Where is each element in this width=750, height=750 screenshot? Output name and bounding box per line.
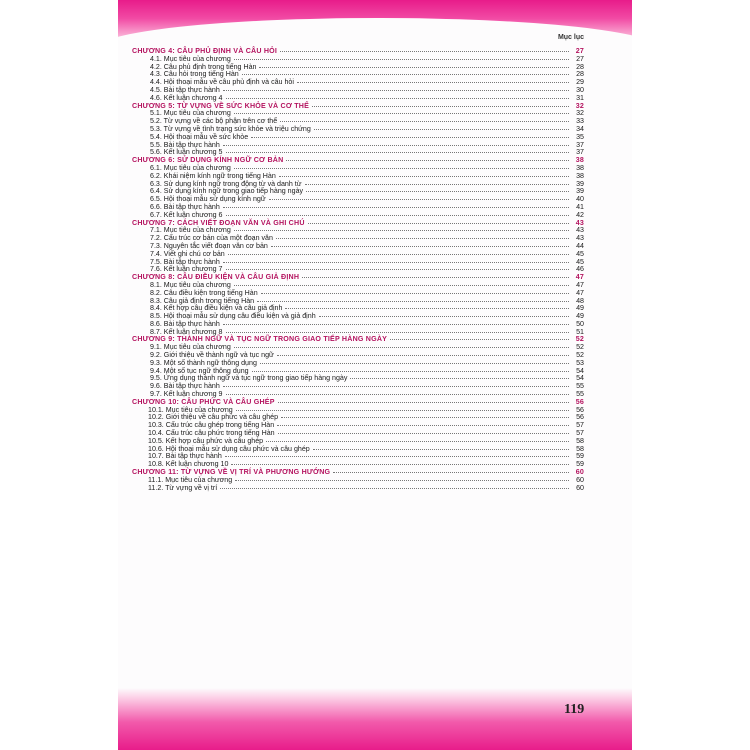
toc-entry-title: 8.3. Câu giả định trong tiếng Hàn [150, 296, 255, 305]
toc-entry-title: 10.4. Cấu trúc câu phức trong tiếng Hàn [148, 429, 275, 438]
toc-entry-page: 41 [576, 202, 584, 211]
toc-entry-page: 33 [576, 117, 584, 126]
toc-entry-title: 6.2. Khái niệm kính ngữ trong tiếng Hàn [150, 171, 276, 180]
toc-entry-title: 7.6. Kết luận chương 7 [150, 265, 223, 274]
dot-leader [226, 152, 569, 153]
toc-entry-title: 9.6. Bài tập thực hành [150, 382, 220, 391]
dot-leader [236, 410, 569, 411]
toc-entry-title: 10.2. Giới thiệu về câu phức và câu ghép [148, 413, 279, 422]
dot-leader [280, 121, 569, 122]
toc-entry-page: 30 [576, 85, 584, 94]
dot-leader [228, 254, 569, 255]
toc-entry-page: 29 [576, 78, 584, 87]
toc-entry-title: 9.2. Giới thiệu về thành ngữ và tục ngữ [150, 351, 274, 360]
toc-entry-page: 32 [576, 109, 584, 118]
dot-leader [286, 160, 569, 161]
toc-entry-page: 55 [576, 390, 584, 399]
toc-entry-page: 51 [576, 327, 584, 336]
dot-leader [279, 176, 569, 177]
dot-leader [235, 480, 569, 481]
book-page [118, 0, 632, 750]
toc-entry-title: 9.5. Ứng dụng thành ngữ và tục ngữ trong giao tiếp hàng ngày [150, 374, 348, 383]
toc-entry-page: 52 [575, 335, 584, 344]
bottom-pink-band [118, 688, 632, 750]
toc-entry-title: 9.3. Một số thành ngữ thông dụng [150, 358, 257, 367]
dot-leader [278, 402, 569, 403]
toc-entry-title: 7.4. Viết ghi chú cơ bản [150, 249, 225, 258]
toc-entry-page: 35 [576, 132, 584, 141]
toc-entry-title: 8.4. Kết hợp câu điều kiện và câu giả định [150, 304, 283, 313]
toc-entry-title: 11.2. Từ vựng về vị trí [148, 483, 218, 492]
toc-entry-page: 50 [576, 319, 584, 328]
dot-leader [276, 238, 569, 239]
toc-entry-title: 7.5. Bài tập thực hành [150, 257, 220, 266]
dot-leader [242, 74, 569, 75]
toc-entry-page: 38 [576, 163, 584, 172]
toc-entry-page: 47 [576, 288, 584, 297]
toc-entry-title: CHƯƠNG 9: THÀNH NGỮ VÀ TỤC NGỮ TRONG GIAO TIẾP HÀNG NGÀY [132, 335, 388, 344]
dot-leader [305, 184, 569, 185]
toc-entry-title: 5.5. Bài tập thực hành [150, 140, 220, 149]
dot-leader [350, 378, 569, 379]
toc-entry-title: 4.1. Mục tiêu của chương [150, 54, 231, 63]
toc-entry-page: 58 [576, 436, 584, 445]
toc-entry-page: 59 [576, 460, 584, 469]
toc-entry-page: 34 [576, 124, 584, 133]
dot-leader [226, 394, 569, 395]
dot-leader [252, 371, 569, 372]
toc-entry-title: 10.3. Cấu trúc câu ghép trong tiếng Hàn [148, 421, 275, 430]
toc-entry-page: 38 [576, 171, 584, 180]
running-header: Mục lục [557, 34, 584, 41]
toc-entry-page: 49 [576, 304, 584, 313]
toc-entry-page: 43 [576, 226, 584, 235]
dot-leader [314, 129, 569, 130]
toc-entry-page: 31 [576, 93, 584, 102]
toc-entry-title: 8.5. Hội thoại mẫu sử dụng câu điều kiện và giả định [150, 312, 316, 321]
toc-entry-page: 60 [576, 475, 584, 484]
toc-entry-title: CHƯƠNG 6: SỬ DỤNG KÍNH NGỮ CƠ BẢN [132, 156, 284, 165]
toc-entry-page: 56 [576, 413, 584, 422]
toc-entry-page: 39 [576, 187, 584, 196]
toc-entry-page: 37 [576, 148, 584, 157]
dot-leader [259, 67, 569, 68]
dot-leader [234, 285, 569, 286]
toc-entry-title: CHƯƠNG 10: CÂU PHỨC VÀ CÂU GHÉP [132, 397, 275, 406]
toc-entry-title: CHƯƠNG 11: TỪ VỰNG VỀ VỊ TRÍ VÀ PHƯƠNG HƯỚNG [132, 468, 331, 477]
dot-leader [312, 106, 569, 107]
toc-entry-page: 58 [576, 444, 584, 453]
dot-leader [390, 339, 569, 340]
toc-entry-title: 9.4. Một số tục ngữ thông dụng [150, 366, 249, 375]
dot-leader [234, 59, 569, 60]
toc-entry-title: 10.8. Kết luận chương 10 [148, 460, 229, 469]
toc-entry-page: 56 [575, 397, 584, 406]
dot-leader [285, 308, 569, 309]
dot-leader [234, 113, 569, 114]
toc-entry-page: 32 [575, 101, 584, 110]
dot-leader [306, 191, 569, 192]
toc-entry-title: 8.7. Kết luận chương 8 [150, 327, 223, 336]
dot-leader [223, 145, 569, 146]
toc-entry-title: CHƯƠNG 8: CÂU ĐIỀU KIỆN VÀ CÂU GIẢ ĐỊNH [132, 273, 300, 282]
dot-leader [251, 137, 569, 138]
dot-leader [234, 230, 569, 231]
toc-entry-title: 9.1. Mục tiêu của chương [150, 343, 231, 352]
toc-entry-title: 6.3. Sử dụng kính ngữ trong động từ và danh từ [150, 179, 302, 188]
dot-leader [223, 386, 569, 387]
dot-leader [225, 456, 569, 457]
dot-leader [226, 215, 569, 216]
dot-leader [313, 449, 569, 450]
toc-entry-title: 10.5. Kết hợp câu phức và câu ghép [148, 436, 264, 445]
toc-entry-page: 44 [576, 241, 584, 250]
toc-entry-title: 5.4. Hội thoại mẫu về sức khỏe [150, 132, 249, 141]
dot-leader [277, 355, 569, 356]
toc-entry-title: 8.2. Câu điều kiện trong tiếng Hàn [150, 288, 258, 297]
toc-entry-title: 5.1. Mục tiêu của chương [150, 109, 231, 118]
toc-entry-title: 4.6. Kết luận chương 4 [150, 93, 223, 102]
table-of-contents [132, 48, 584, 492]
dot-leader [226, 269, 569, 270]
toc-entry-page: 38 [575, 156, 584, 165]
toc-section-row [132, 485, 584, 493]
dot-leader [257, 301, 569, 302]
toc-entry-page: 43 [576, 234, 584, 243]
toc-entry-page: 39 [576, 179, 584, 188]
toc-entry-title: 7.3. Nguyên tắc viết đoạn văn cơ bản [150, 241, 268, 250]
dot-leader [220, 488, 569, 489]
toc-entry-page: 28 [576, 62, 584, 71]
toc-entry-page: 47 [575, 273, 584, 282]
dot-leader [231, 464, 569, 465]
toc-entry-title: 4.3. Câu hỏi trong tiếng Hàn [150, 70, 239, 79]
toc-entry-page: 52 [576, 351, 584, 360]
toc-entry-page: 60 [575, 468, 584, 477]
toc-entry-page: 47 [576, 280, 584, 289]
dot-leader [297, 82, 569, 83]
toc-entry-title: 8.6. Bài tập thực hành [150, 319, 220, 328]
toc-entry-title: 8.1. Mục tiêu của chương [150, 280, 231, 289]
toc-entry-page: 55 [576, 382, 584, 391]
toc-entry-page: 54 [576, 366, 584, 375]
dot-leader [223, 262, 569, 263]
toc-entry-page: 59 [576, 452, 584, 461]
toc-entry-page: 40 [576, 195, 584, 204]
dot-leader [333, 472, 569, 473]
dot-leader [266, 441, 569, 442]
dot-leader [223, 90, 569, 91]
toc-entry-page: 45 [576, 249, 584, 258]
toc-entry-title: 6.7. Kết luận chương 6 [150, 210, 223, 219]
dot-leader [281, 417, 569, 418]
toc-entry-title: 10.1. Mục tiêu của chương [148, 405, 233, 414]
dot-leader [277, 425, 569, 426]
dot-leader [223, 207, 569, 208]
dot-leader [308, 223, 569, 224]
toc-entry-title: CHƯƠNG 4: CÂU PHỦ ĐỊNH VÀ CÂU HỎI [132, 47, 278, 55]
toc-entry-title: 4.4. Hội thoại mẫu về câu phủ định và câu hỏi [150, 78, 294, 87]
toc-entry-title: 4.2. Câu phủ định trong tiếng Hàn [150, 62, 257, 71]
dot-leader [226, 98, 569, 99]
toc-entry-page: 28 [576, 70, 584, 79]
dot-leader [278, 433, 569, 434]
toc-entry-title: 5.6. Kết luận chương 5 [150, 148, 223, 157]
toc-entry-title: 7.1. Mục tiêu của chương [150, 226, 231, 235]
dot-leader [271, 246, 569, 247]
toc-entry-page: 54 [576, 374, 584, 383]
toc-entry-page: 48 [576, 296, 584, 305]
dot-leader [319, 316, 569, 317]
toc-entry-page: 57 [576, 421, 584, 430]
toc-entry-page: 46 [576, 265, 584, 274]
dot-leader [260, 363, 569, 364]
dot-leader [302, 277, 569, 278]
toc-entry-page: 52 [576, 343, 584, 352]
dot-leader [261, 293, 569, 294]
toc-entry-title: 10.6. Hội thoại mẫu sử dụng câu phức và câu ghép [148, 444, 310, 453]
toc-entry-page: 57 [576, 429, 584, 438]
toc-entry-title: 11.1. Mục tiêu của chương [148, 475, 233, 484]
toc-entry-title: 9.7. Kết luận chương 9 [150, 390, 223, 399]
toc-entry-page: 53 [576, 358, 584, 367]
toc-entry-title: 6.4. Sử dụng kính ngữ trong giao tiếp hàng ngày [150, 187, 304, 196]
toc-entry-title: 6.5. Hội thoại mẫu sử dụng kính ngữ [150, 195, 266, 204]
toc-entry-page: 60 [576, 483, 584, 492]
dot-leader [234, 168, 569, 169]
toc-entry-page: 27 [575, 47, 584, 55]
toc-entry-page: 49 [576, 312, 584, 321]
toc-entry-title: 7.2. Cấu trúc cơ bản của một đoạn văn [150, 234, 273, 243]
dot-leader [280, 51, 569, 52]
toc-entry-page: 43 [575, 218, 584, 227]
toc-entry-page: 37 [576, 140, 584, 149]
toc-entry-title: CHƯƠNG 5: TỪ VỰNG VỀ SỨC KHỎE VÀ CƠ THỂ [132, 101, 310, 110]
dot-leader [226, 332, 569, 333]
toc-entry-page: 56 [576, 405, 584, 414]
toc-entry-title: 4.5. Bài tập thực hành [150, 85, 220, 94]
page-number: 119 [564, 702, 585, 717]
toc-entry-title: 5.2. Từ vựng về các bộ phận trên cơ thể [150, 117, 278, 126]
dot-leader [223, 324, 569, 325]
dot-leader [269, 199, 569, 200]
toc-entry-title: 6.6. Bài tập thực hành [150, 202, 220, 211]
toc-entry-page: 27 [576, 54, 584, 63]
dot-leader [234, 347, 569, 348]
toc-entry-title: 5.3. Từ vựng về tình trạng sức khỏe và triệu chứng [150, 124, 311, 133]
toc-entry-title: 10.7. Bài tập thực hành [148, 452, 222, 461]
toc-entry-title: 6.1. Mục tiêu của chương [150, 163, 231, 172]
toc-entry-title: CHƯƠNG 7: CÁCH VIẾT ĐOẠN VĂN VÀ GHI CHÚ [132, 218, 305, 227]
toc-entry-page: 42 [576, 210, 584, 219]
toc-entry-page: 45 [576, 257, 584, 266]
